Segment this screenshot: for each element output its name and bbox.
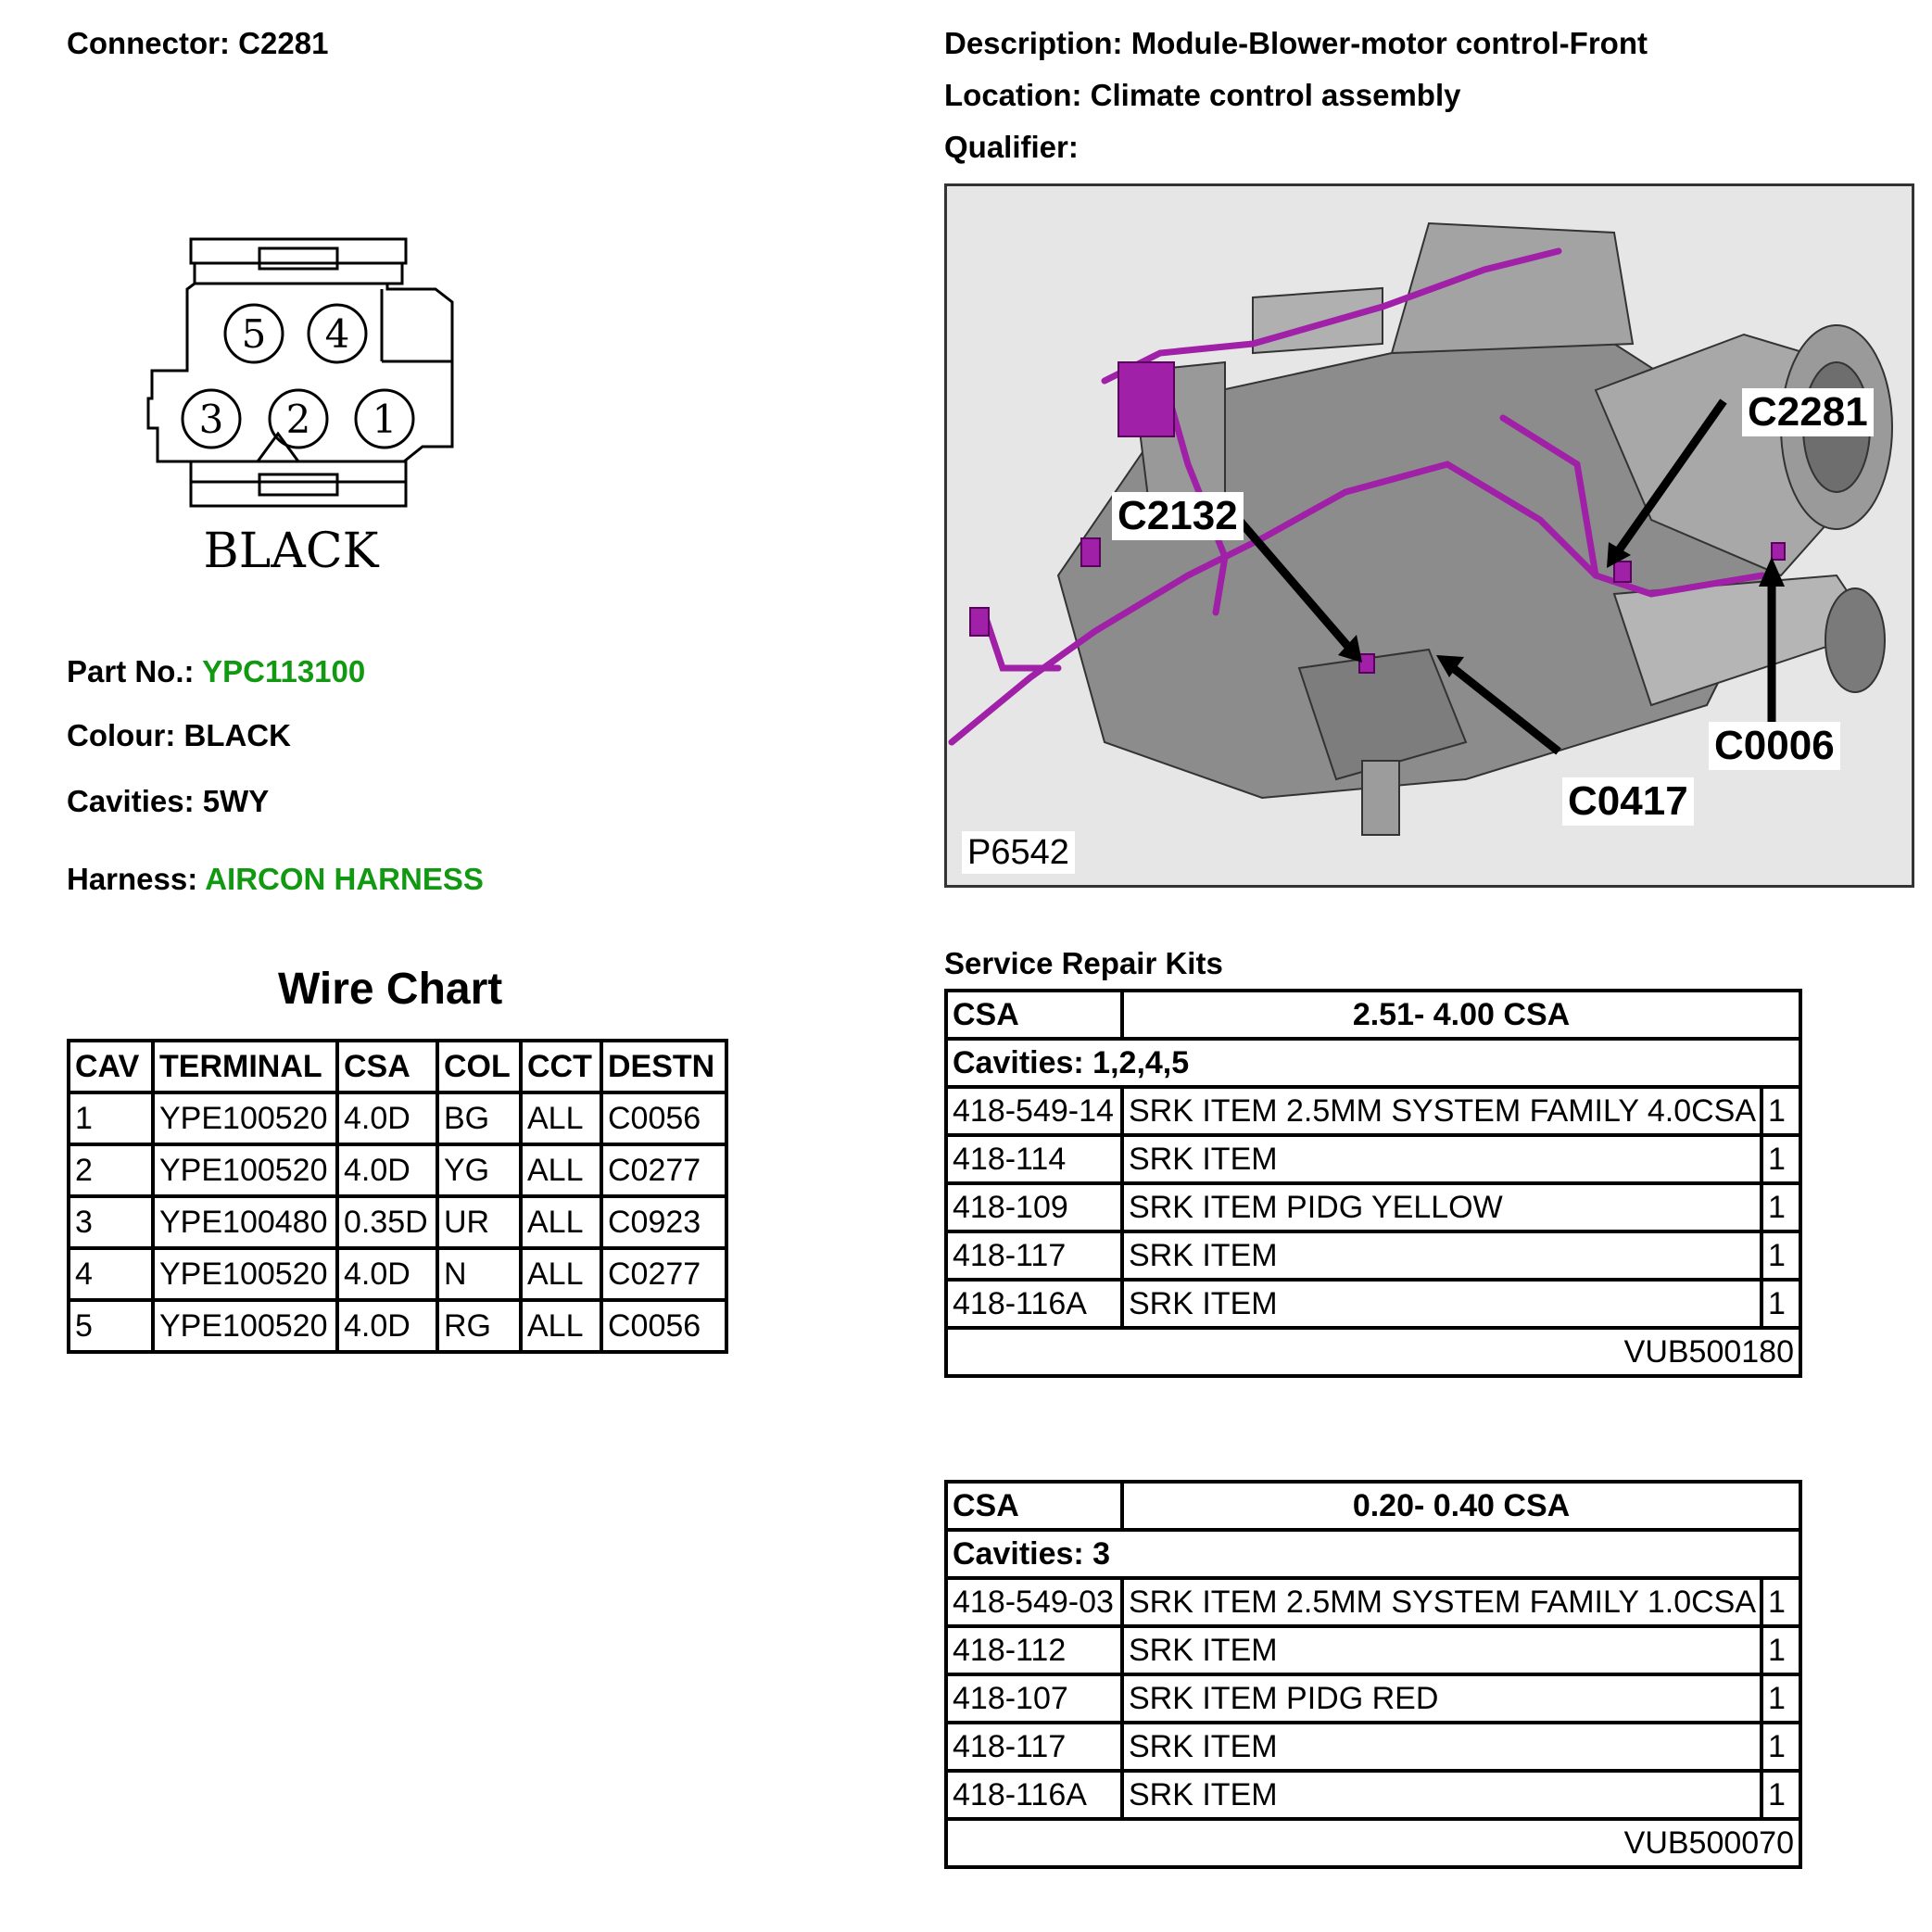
terminal-cell: YPE100480 xyxy=(153,1196,337,1248)
cav-cell: 2 xyxy=(69,1144,153,1196)
description-value: Module-Blower-motor control-Front xyxy=(1130,26,1648,60)
kit-csa-row xyxy=(946,991,1800,1039)
kit-item-desc: SRK ITEM PIDG RED xyxy=(1122,1674,1762,1723)
destn-cell: C0923 xyxy=(601,1196,726,1248)
table-row xyxy=(69,1092,726,1144)
cav-cell: 1 xyxy=(69,1092,153,1144)
kit-item-qty: 1 xyxy=(1762,1135,1800,1183)
kit-cavities-row xyxy=(946,1039,1800,1087)
cct-cell: ALL xyxy=(521,1144,601,1196)
col-cell: UR xyxy=(437,1196,521,1248)
terminal-cell: YPE100520 xyxy=(153,1248,337,1300)
kit-item-qty: 1 xyxy=(1762,1087,1800,1135)
kit-item-qty: 1 xyxy=(1762,1674,1800,1723)
kit-item-desc: SRK ITEM PIDG YELLOW xyxy=(1122,1183,1762,1231)
cav-cell: 4 xyxy=(69,1248,153,1300)
cav-cell: 5 xyxy=(69,1300,153,1352)
kit-number: VUB500180 xyxy=(946,1328,1800,1376)
csa-cell: 4.0D xyxy=(337,1144,437,1196)
table-row xyxy=(946,1231,1800,1280)
kit-number-row xyxy=(946,1328,1800,1376)
table-row xyxy=(946,1674,1800,1723)
colour-line xyxy=(67,718,291,753)
colour-value: BLACK xyxy=(183,718,291,752)
part-no-line xyxy=(67,654,365,689)
cct-cell: ALL xyxy=(521,1196,601,1248)
kit-item-desc: SRK ITEM xyxy=(1122,1723,1762,1771)
wire-chart-title: Wire Chart xyxy=(278,965,503,1014)
table-row xyxy=(69,1144,726,1196)
description-line xyxy=(944,26,1648,61)
csa-cell: 4.0D xyxy=(337,1092,437,1144)
cct-cell: ALL xyxy=(521,1248,601,1300)
harness-line xyxy=(67,862,484,897)
kit-item-code: 418-109 xyxy=(946,1183,1122,1231)
kit-item-desc: SRK ITEM xyxy=(1122,1626,1762,1674)
callout-c2281: C2281 xyxy=(1742,388,1874,436)
pin-3-label: 3 xyxy=(198,397,224,442)
terminal-cell: YPE100520 xyxy=(153,1144,337,1196)
table-row xyxy=(946,1723,1800,1771)
header-terminal: TERMINAL xyxy=(153,1041,337,1092)
kit-item-desc: SRK ITEM xyxy=(1122,1280,1762,1328)
location-label: Location: xyxy=(944,78,1082,112)
kit-item-qty: 1 xyxy=(1762,1280,1800,1328)
qualifier-label: Qualifier: xyxy=(944,130,1079,164)
kit-item-code: 418-107 xyxy=(946,1674,1122,1723)
kit-item-desc: SRK ITEM 2.5MM SYSTEM FAMILY 1.0CSA xyxy=(1122,1578,1762,1626)
terminal-cell: YPE100520 xyxy=(153,1300,337,1352)
cav-cell: 3 xyxy=(69,1196,153,1248)
kit-cavities: Cavities: 3 xyxy=(946,1530,1800,1578)
kit-item-desc: SRK ITEM xyxy=(1122,1771,1762,1819)
service-repair-kits-title: Service Repair Kits xyxy=(944,946,1223,980)
kit-item-code: 418-549-03 xyxy=(946,1578,1122,1626)
connector-colour-text: BLACK xyxy=(203,524,379,579)
harness-value[interactable]: AIRCON HARNESS xyxy=(205,862,484,896)
climate-assembly-illustration xyxy=(947,186,1912,885)
table-row xyxy=(946,1578,1800,1626)
table-row xyxy=(946,1626,1800,1674)
kit-item-qty: 1 xyxy=(1762,1771,1800,1819)
repair-kit-table-1 xyxy=(944,989,1802,1378)
kit-item-qty: 1 xyxy=(1762,1231,1800,1280)
table-row xyxy=(946,1135,1800,1183)
header-cct: CCT xyxy=(521,1041,601,1092)
col-cell: RG xyxy=(437,1300,521,1352)
callout-c0006: C0006 xyxy=(1709,722,1840,770)
figure-code: P6542 xyxy=(962,831,1075,874)
kit-csa-range: 0.20- 0.40 CSA xyxy=(1122,1482,1800,1530)
table-row xyxy=(946,1183,1800,1231)
kit-item-code: 418-549-14 xyxy=(946,1087,1122,1135)
kit-item-desc: SRK ITEM xyxy=(1122,1135,1762,1183)
header-destn: DESTN xyxy=(601,1041,726,1092)
kit-item-desc: SRK ITEM xyxy=(1122,1231,1762,1280)
destn-cell: C0056 xyxy=(601,1300,726,1352)
location-figure xyxy=(944,183,1914,888)
pin-2-label: 2 xyxy=(285,397,311,442)
colour-label: Colour: xyxy=(67,718,176,752)
terminal-cell: YPE100520 xyxy=(153,1092,337,1144)
harness-label: Harness: xyxy=(67,862,198,896)
kit-item-qty: 1 xyxy=(1762,1626,1800,1674)
kit-number: VUB500070 xyxy=(946,1819,1800,1867)
col-cell: N xyxy=(437,1248,521,1300)
kit-csa-label: CSA xyxy=(946,991,1122,1039)
location-line xyxy=(944,78,1460,113)
kit-csa-label: CSA xyxy=(946,1482,1122,1530)
pin-4-label: 4 xyxy=(324,311,350,357)
table-row xyxy=(69,1300,726,1352)
kit-item-qty: 1 xyxy=(1762,1723,1800,1771)
table-row xyxy=(69,1196,726,1248)
kit-cavities: Cavities: 1,2,4,5 xyxy=(946,1039,1800,1087)
pin-5-label: 5 xyxy=(241,311,267,357)
location-value: Climate control assembly xyxy=(1090,78,1461,112)
kit-item-qty: 1 xyxy=(1762,1183,1800,1231)
repair-kit-table-2 xyxy=(944,1480,1802,1869)
header-col: COL xyxy=(437,1041,521,1092)
cavities-label: Cavities: xyxy=(67,784,195,818)
kit-item-code: 418-112 xyxy=(946,1626,1122,1674)
cavities-value: 5WY xyxy=(202,784,270,818)
header-cav: CAV xyxy=(69,1041,153,1092)
destn-cell: C0277 xyxy=(601,1144,726,1196)
callout-c2132: C2132 xyxy=(1112,492,1244,540)
qualifier-line xyxy=(944,130,1079,165)
kit-item-qty: 1 xyxy=(1762,1578,1800,1626)
kit-number-row xyxy=(946,1819,1800,1867)
kit-item-code: 418-117 xyxy=(946,1231,1122,1280)
connector-value: C2281 xyxy=(238,26,329,60)
cavities-line xyxy=(67,784,269,819)
csa-cell: 4.0D xyxy=(337,1300,437,1352)
table-row xyxy=(946,1280,1800,1328)
col-cell: YG xyxy=(437,1144,521,1196)
csa-cell: 4.0D xyxy=(337,1248,437,1300)
kit-item-desc: SRK ITEM 2.5MM SYSTEM FAMILY 4.0CSA xyxy=(1122,1087,1762,1135)
kit-item-code: 418-117 xyxy=(946,1723,1122,1771)
wire-chart-table xyxy=(67,1039,728,1354)
part-no-label: Part No.: xyxy=(67,654,195,688)
kit-csa-row xyxy=(946,1482,1800,1530)
cct-cell: ALL xyxy=(521,1092,601,1144)
kit-csa-range: 2.51- 4.00 CSA xyxy=(1122,991,1800,1039)
connector-line xyxy=(67,26,328,61)
description-label: Description: xyxy=(944,26,1123,60)
callout-c0417: C0417 xyxy=(1562,777,1694,826)
header-csa: CSA xyxy=(337,1041,437,1092)
connector-label: Connector: xyxy=(67,26,230,60)
table-row xyxy=(69,1248,726,1300)
table-row xyxy=(946,1087,1800,1135)
kit-item-code: 418-114 xyxy=(946,1135,1122,1183)
csa-cell: 0.35D xyxy=(337,1196,437,1248)
table-row xyxy=(946,1771,1800,1819)
kit-item-code: 418-116A xyxy=(946,1280,1122,1328)
destn-cell: C0277 xyxy=(601,1248,726,1300)
pin-1-label: 1 xyxy=(372,397,398,442)
cct-cell: ALL xyxy=(521,1300,601,1352)
connector-face-drawing xyxy=(139,232,473,584)
destn-cell: C0056 xyxy=(601,1092,726,1144)
kit-cavities-row xyxy=(946,1530,1800,1578)
col-cell: BG xyxy=(437,1092,521,1144)
wire-chart-header-row xyxy=(69,1041,726,1092)
part-no-value[interactable]: YPC113100 xyxy=(202,654,366,688)
kit-item-code: 418-116A xyxy=(946,1771,1122,1819)
